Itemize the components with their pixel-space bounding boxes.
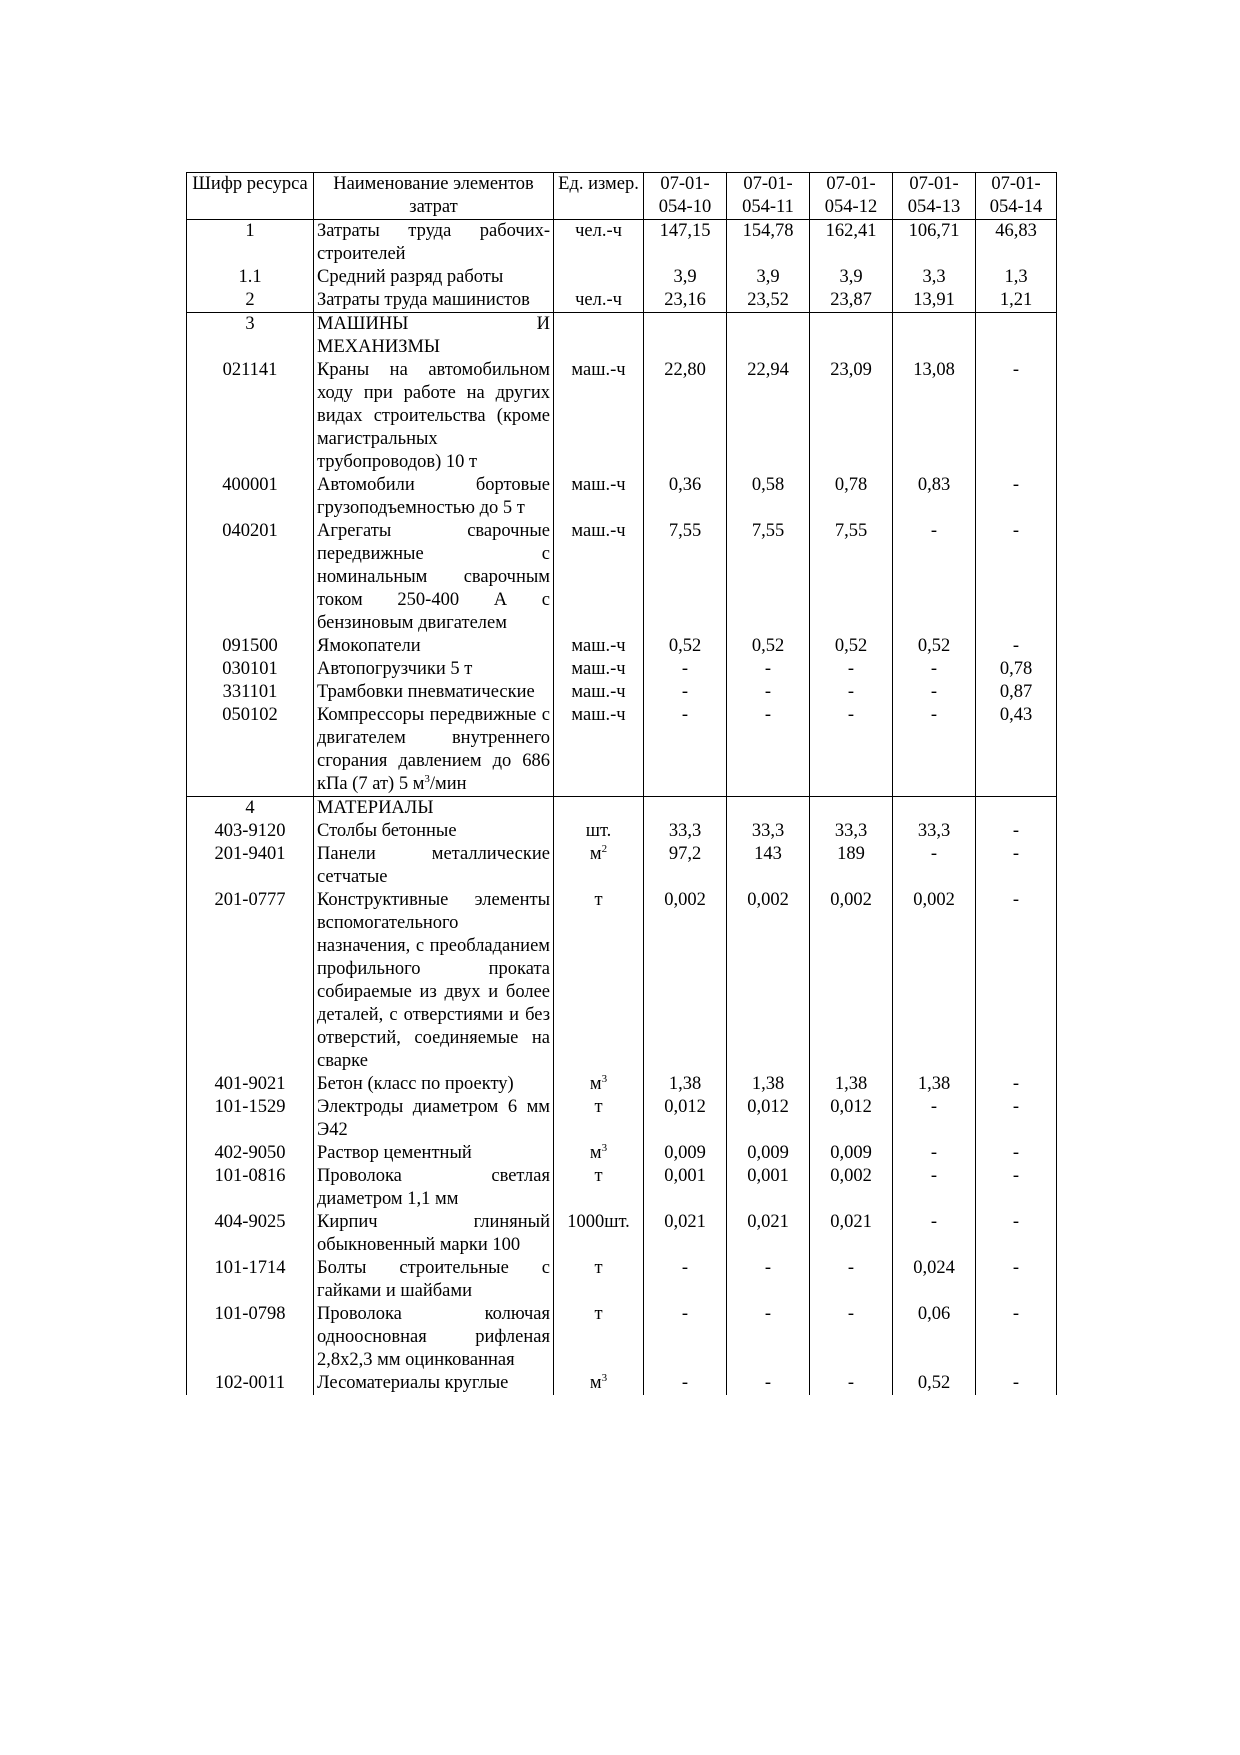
value-cell: - (976, 1142, 1057, 1165)
value-cell: 7,55 (810, 520, 893, 635)
resource-code: 1 (187, 220, 314, 267)
value-cell: 0,009 (810, 1142, 893, 1165)
table-row (187, 289, 1057, 313)
value-cell: 7,55 (644, 520, 727, 635)
value-cell: - (810, 681, 893, 704)
table-row (187, 1142, 1057, 1165)
superscript: 2 (601, 842, 608, 855)
value-cell: 3,9 (727, 266, 810, 289)
resource-name: Электроды диаметром 6 мм Э42 (314, 1096, 554, 1142)
col-header-07-01-054-14: 07-01-054-14 (976, 173, 1057, 220)
resource-code: 1.1 (187, 266, 314, 289)
resource-code: 101-0816 (187, 1165, 314, 1211)
value-cell (893, 313, 976, 360)
table-row (187, 1257, 1057, 1303)
resource-name (314, 704, 554, 797)
resource-unit: маш.-ч (554, 704, 644, 797)
value-cell: - (893, 843, 976, 889)
table-row (187, 520, 1057, 635)
col-header-code: Шифр ресурса (187, 173, 314, 220)
resource-name: Затраты труда рабочих-строителей (314, 220, 554, 267)
resource-code: 400001 (187, 474, 314, 520)
value-cell: 0,009 (644, 1142, 727, 1165)
value-cell (644, 797, 727, 821)
resource-unit (554, 797, 644, 821)
resource-unit (554, 1073, 644, 1096)
resource-code: 404-9025 (187, 1211, 314, 1257)
resource-name: Лесоматериалы круглые (314, 1372, 554, 1395)
resource-name: Раствор цементный (314, 1142, 554, 1165)
value-cell: - (727, 681, 810, 704)
value-cell: 23,16 (644, 289, 727, 313)
resource-code: 2 (187, 289, 314, 313)
value-cell (810, 797, 893, 821)
value-cell: 0,83 (893, 474, 976, 520)
table-row (187, 1372, 1057, 1395)
superscript: 3 (601, 1072, 608, 1085)
col-header-name: Наименование элементов затрат (314, 173, 554, 220)
value-cell: 0,012 (727, 1096, 810, 1142)
resource-unit (554, 843, 644, 889)
resource-unit (554, 313, 644, 360)
resource-name: Средний разряд работы (314, 266, 554, 289)
value-cell: - (810, 704, 893, 797)
value-cell: - (727, 704, 810, 797)
resource-code: 050102 (187, 704, 314, 797)
value-cell: - (644, 681, 727, 704)
value-cell: 189 (810, 843, 893, 889)
resource-name: Трамбовки пневматические (314, 681, 554, 704)
value-cell: 0,001 (644, 1165, 727, 1211)
value-cell: 0,002 (810, 889, 893, 1073)
value-cell: 0,52 (810, 635, 893, 658)
table-row (187, 1073, 1057, 1096)
value-cell: - (976, 1372, 1057, 1395)
table-row (187, 681, 1057, 704)
value-cell: 0,36 (644, 474, 727, 520)
section-header-row (187, 313, 1057, 360)
resource-unit: т (554, 1096, 644, 1142)
resource-name: Затраты труда машинистов (314, 289, 554, 313)
section-header-row (187, 797, 1057, 821)
resource-unit: чел.-ч (554, 220, 644, 267)
resource-unit: т (554, 889, 644, 1073)
resource-unit: т (554, 1165, 644, 1211)
value-cell: 1,3 (976, 266, 1057, 289)
table-row (187, 1096, 1057, 1142)
value-cell: - (810, 658, 893, 681)
col-header-07-01-054-11: 07-01-054-11 (727, 173, 810, 220)
table-row (187, 1303, 1057, 1372)
value-cell: 3,3 (893, 266, 976, 289)
resource-code: 040201 (187, 520, 314, 635)
value-cell: 0,002 (644, 889, 727, 1073)
value-cell: - (976, 1073, 1057, 1096)
value-cell: 0,58 (727, 474, 810, 520)
value-cell: 0,52 (727, 635, 810, 658)
resource-code: 030101 (187, 658, 314, 681)
table-row (187, 1211, 1057, 1257)
superscript: 3 (601, 1371, 608, 1384)
resource-name: Автомобили бортовые грузоподъемностью до 5 т (314, 474, 554, 520)
superscript: 3 (601, 1141, 608, 1154)
resource-name: Панели металлические сетчатые (314, 843, 554, 889)
resource-code: 3 (187, 313, 314, 360)
resource-name: Кирпич глиняный обыкновенный марки 100 (314, 1211, 554, 1257)
value-cell: 0,52 (893, 1372, 976, 1395)
resource-unit: т (554, 1303, 644, 1372)
table-row (187, 843, 1057, 889)
resource-name: Конструктивные элементы вспомогательного назначения, с преобладанием профильного проката собираемые из двух и более деталей, с отверстиями и без отверстий, соединяемые на сварке (314, 889, 554, 1073)
resource-code: 201-0777 (187, 889, 314, 1073)
table-header-row (187, 173, 1057, 220)
value-cell: - (976, 359, 1057, 474)
value-cell: 0,78 (810, 474, 893, 520)
value-cell: 33,3 (893, 820, 976, 843)
table-row (187, 266, 1057, 289)
value-cell: - (976, 474, 1057, 520)
value-cell: 0,021 (810, 1211, 893, 1257)
value-cell: - (976, 1257, 1057, 1303)
resource-unit: шт. (554, 820, 644, 843)
resource-code: 021141 (187, 359, 314, 474)
value-cell: - (976, 1165, 1057, 1211)
value-cell (976, 313, 1057, 360)
table-row (187, 658, 1057, 681)
value-cell: 97,2 (644, 843, 727, 889)
resource-unit (554, 1142, 644, 1165)
table-row (187, 820, 1057, 843)
value-cell: 0,52 (644, 635, 727, 658)
value-cell: 13,08 (893, 359, 976, 474)
value-cell: 3,9 (644, 266, 727, 289)
value-cell: 33,3 (727, 820, 810, 843)
value-cell: 33,3 (810, 820, 893, 843)
resource-name: Бетон (класс по проекту) (314, 1073, 554, 1096)
value-cell: 154,78 (727, 220, 810, 267)
col-header-07-01-054-13: 07-01-054-13 (893, 173, 976, 220)
section-title: МАТЕРИАЛЫ (314, 797, 554, 821)
resource-unit: маш.-ч (554, 681, 644, 704)
value-cell: 23,52 (727, 289, 810, 313)
value-cell: 1,38 (893, 1073, 976, 1096)
resource-code: 403-9120 (187, 820, 314, 843)
value-cell: 22,94 (727, 359, 810, 474)
value-cell: 147,15 (644, 220, 727, 267)
value-cell: - (976, 843, 1057, 889)
value-cell: - (976, 889, 1057, 1073)
value-cell: - (644, 704, 727, 797)
table-row (187, 474, 1057, 520)
value-cell: - (976, 1096, 1057, 1142)
resource-table (186, 172, 1057, 1395)
resource-code: 101-1714 (187, 1257, 314, 1303)
resource-code: 102-0011 (187, 1372, 314, 1395)
value-cell: 0,012 (644, 1096, 727, 1142)
resource-code: 201-9401 (187, 843, 314, 889)
resource-code: 091500 (187, 635, 314, 658)
value-cell: 162,41 (810, 220, 893, 267)
value-cell: 1,38 (810, 1073, 893, 1096)
resource-unit (554, 1372, 644, 1395)
value-cell: 3,9 (810, 266, 893, 289)
value-cell: - (810, 1303, 893, 1372)
value-cell: 1,38 (727, 1073, 810, 1096)
value-cell (644, 313, 727, 360)
value-cell: 0,001 (727, 1165, 810, 1211)
value-cell: 0,43 (976, 704, 1057, 797)
resource-name-text: Компрессоры передвижные с двигателем внутреннего сгорания давлением до 686 кПа (7 ат) 5 м (317, 705, 550, 794)
resource-name: Проволока светлая диаметром 1,1 мм (314, 1165, 554, 1211)
value-cell: - (810, 1257, 893, 1303)
resource-name: Столбы бетонные (314, 820, 554, 843)
unit-text: м (589, 844, 602, 864)
value-cell: - (644, 1372, 727, 1395)
value-cell (810, 313, 893, 360)
value-cell: 23,87 (810, 289, 893, 313)
value-cell: - (893, 520, 976, 635)
value-cell: - (893, 1211, 976, 1257)
table-row (187, 635, 1057, 658)
resource-code: 4 (187, 797, 314, 821)
table-row (187, 889, 1057, 1073)
value-cell: - (727, 1303, 810, 1372)
value-cell: - (893, 1165, 976, 1211)
value-cell: - (727, 1372, 810, 1395)
value-cell: 23,09 (810, 359, 893, 474)
table-row (187, 220, 1057, 267)
value-cell: - (810, 1372, 893, 1395)
value-cell: 46,83 (976, 220, 1057, 267)
value-cell: - (893, 704, 976, 797)
resource-code: 101-1529 (187, 1096, 314, 1142)
value-cell: 0,78 (976, 658, 1057, 681)
value-cell: - (727, 1257, 810, 1303)
resource-unit: маш.-ч (554, 474, 644, 520)
value-cell: 1,38 (644, 1073, 727, 1096)
table-row (187, 359, 1057, 474)
resource-name: Агрегаты сварочные передвижные с номинальным сварочным током 250-400 А с бензиновым двигателем (314, 520, 554, 635)
value-cell: 0,52 (893, 635, 976, 658)
col-header-unit: Ед. измер. (554, 173, 644, 220)
value-cell: 0,009 (727, 1142, 810, 1165)
resource-name: Проволока колючая одноосновная рифленая 2,8х2,3 мм оцинкованная (314, 1303, 554, 1372)
superscript: 3 (424, 772, 430, 785)
resource-unit: т (554, 1257, 644, 1303)
col-header-07-01-054-10: 07-01-054-10 (644, 173, 727, 220)
value-cell: 0,002 (893, 889, 976, 1073)
resource-unit: маш.-ч (554, 635, 644, 658)
value-cell (727, 797, 810, 821)
table-row (187, 1165, 1057, 1211)
value-cell: 0,002 (727, 889, 810, 1073)
value-cell: - (644, 658, 727, 681)
unit-text: м (589, 1373, 602, 1393)
resource-name: Болты строительные с гайками и шайбами (314, 1257, 554, 1303)
value-cell (893, 797, 976, 821)
value-cell: - (727, 658, 810, 681)
resource-code: 101-0798 (187, 1303, 314, 1372)
value-cell: - (893, 681, 976, 704)
value-cell: 0,021 (727, 1211, 810, 1257)
value-cell: 0,06 (893, 1303, 976, 1372)
resource-name: Автопогрузчики 5 т (314, 658, 554, 681)
value-cell: 33,3 (644, 820, 727, 843)
value-cell: 106,71 (893, 220, 976, 267)
resource-name-tail: /мин (429, 774, 467, 794)
value-cell: - (976, 520, 1057, 635)
value-cell: 7,55 (727, 520, 810, 635)
resource-name: Ямокопатели (314, 635, 554, 658)
resource-unit (554, 266, 644, 289)
unit-text: м (589, 1074, 602, 1094)
value-cell: 13,91 (893, 289, 976, 313)
value-cell: - (893, 1096, 976, 1142)
table-row (187, 704, 1057, 797)
value-cell: 0,012 (810, 1096, 893, 1142)
col-header-07-01-054-12: 07-01-054-12 (810, 173, 893, 220)
value-cell: 0,87 (976, 681, 1057, 704)
value-cell: 0,024 (893, 1257, 976, 1303)
value-cell: - (893, 658, 976, 681)
value-cell: - (976, 1211, 1057, 1257)
resource-code: 401-9021 (187, 1073, 314, 1096)
resource-unit: маш.-ч (554, 359, 644, 474)
section-title: МАШИНЫ И МЕХАНИЗМЫ (314, 313, 554, 360)
value-cell: - (644, 1257, 727, 1303)
resource-code: 331101 (187, 681, 314, 704)
resource-unit: чел.-ч (554, 289, 644, 313)
unit-text: м (589, 1143, 602, 1163)
resource-unit: маш.-ч (554, 520, 644, 635)
value-cell (976, 797, 1057, 821)
value-cell: - (976, 820, 1057, 843)
value-cell: 1,21 (976, 289, 1057, 313)
resource-unit: маш.-ч (554, 658, 644, 681)
value-cell: - (644, 1303, 727, 1372)
value-cell: 143 (727, 843, 810, 889)
value-cell: - (976, 635, 1057, 658)
value-cell: 0,002 (810, 1165, 893, 1211)
value-cell: - (893, 1142, 976, 1165)
resource-name: Краны на автомобильном ходу при работе на других видах строительства (кроме магистральных трубопроводов) 10 т (314, 359, 554, 474)
value-cell: 0,021 (644, 1211, 727, 1257)
value-cell: - (976, 1303, 1057, 1372)
value-cell: 22,80 (644, 359, 727, 474)
resource-unit: 1000шт. (554, 1211, 644, 1257)
value-cell (727, 313, 810, 360)
resource-code: 402-9050 (187, 1142, 314, 1165)
